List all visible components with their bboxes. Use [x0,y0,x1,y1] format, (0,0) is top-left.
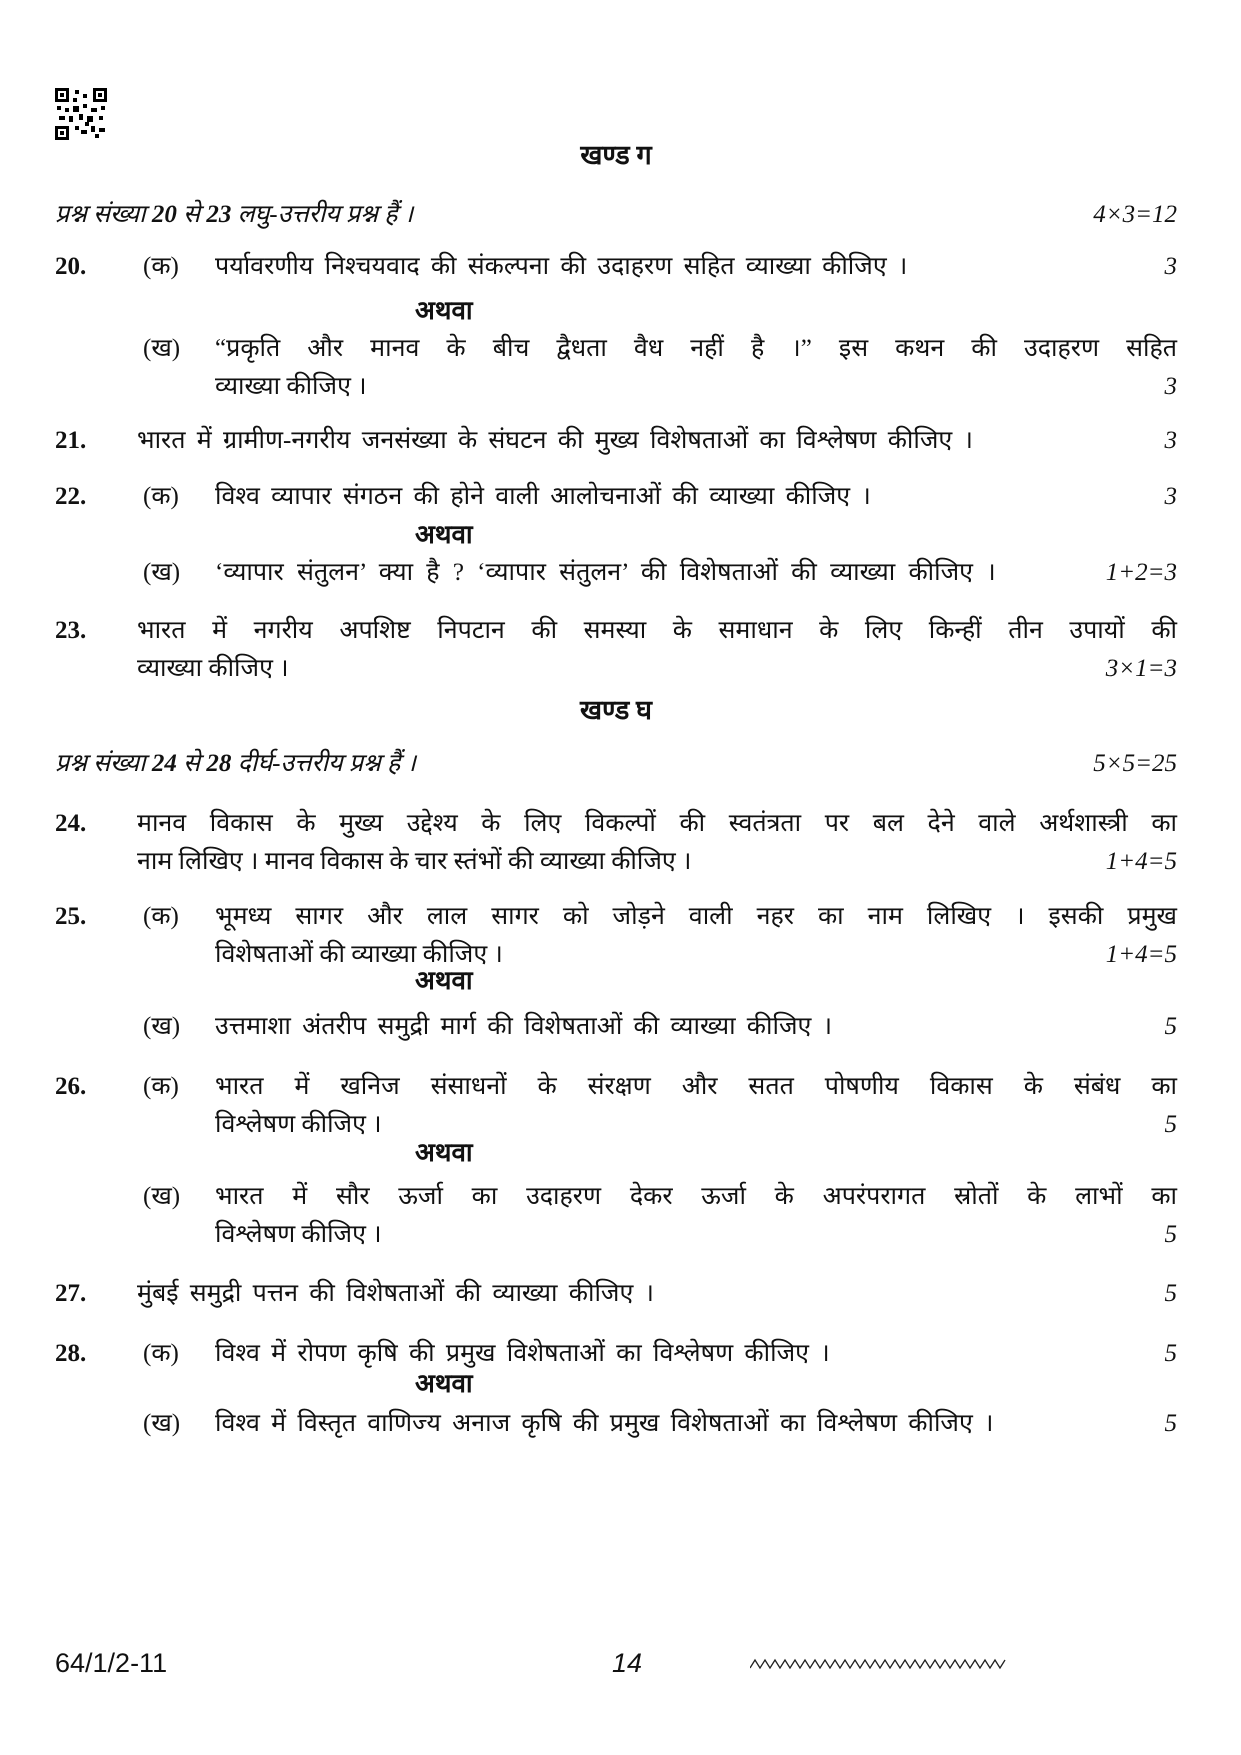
question-text-block [215,554,1177,592]
question-text: उत्तमाशा अंतरीप समुद्री मार्ग की विशेषताओं की व्याख्या कीजिए । [215,1013,833,1040]
question-text-block [215,1068,1177,1144]
option-label: (ख) [143,1410,181,1437]
or-separator: अथवा [415,1369,473,1398]
question-marks: 5 [1164,1340,1177,1367]
instruction-text [55,745,1093,783]
question-text-block [137,612,1177,688]
question-text-block [137,1275,1177,1313]
question-number: 28. [55,1340,87,1367]
question-text-block [215,1405,1177,1443]
instruction-to: 28 [206,750,232,777]
question-22b [55,554,1177,592]
instruction-post: दीर्घ-उत्तरीय प्रश्न हैं । [237,750,416,777]
or-separator: अथवा [415,966,473,995]
question-text-line1: “प्रकृति और मानव के बीच द्वैधता वैध नहीं है ।” इस कथन की उदाहरण सहित [215,335,1177,362]
question-marks: 5 [1164,1221,1177,1248]
question-28b [55,1405,1177,1443]
option-label: (क) [143,1073,179,1100]
question-marks: 5 [1164,1013,1177,1040]
question-number: 26. [55,1073,87,1100]
instruction-pre: प्रश्न संख्या [55,750,146,777]
question-text-line1: मानव विकास के मुख्य उद्देश्य के लिए विकल्पों की स्वतंत्रता पर बल देने वाले अर्थशास्त्री का [137,810,1177,837]
question-number: 21. [55,427,87,454]
question-marks: 5 [1164,1410,1177,1437]
question-text-line2: व्याख्या कीजिए । [137,655,289,682]
question-text-line2: विशेषताओं की व्याख्या कीजिए । [215,941,503,968]
option-label: (ख) [143,559,181,586]
question-marks: 1+4=5 [1105,848,1177,875]
or-separator: अथवा [415,520,473,549]
question-24 [55,805,1177,881]
question-number: 25. [55,903,87,930]
question-text: भारत में ग्रामीण-नगरीय जनसंख्या के संघटन की मुख्य विशेषताओं का विश्लेषण कीजिए । [137,427,973,454]
question-20b [55,330,1177,406]
or-separator: अथवा [415,1138,473,1167]
question-text: ‘व्यापार संतुलन’ क्या है ? ‘व्यापार संतुलन’ की विशेषताओं की व्याख्या कीजिए । [215,559,996,586]
question-text-block [215,478,1177,516]
instruction-mid: से [183,201,201,228]
question-21 [55,422,1177,460]
question-27 [55,1275,1177,1313]
question-23 [55,612,1177,688]
question-text-line1: भारत में खनिज संसाधनों के संरक्षण और सतत पोषणीय विकास के संबंध का [215,1073,1177,1100]
question-marks: 3 [1164,427,1177,454]
question-text-line2: विश्लेषण कीजिए । [215,1111,382,1138]
question-text: मुंबई समुद्री पत्तन की विशेषताओं की व्याख्या कीजिए । [137,1280,655,1307]
question-number: 24. [55,810,87,837]
question-text-block [215,898,1177,974]
question-number: 27. [55,1280,87,1307]
question-25b [55,1008,1177,1046]
question-text-line2: व्याख्या कीजिए । [215,373,367,400]
question-number: 20. [55,253,87,280]
question-text-line1: भूमध्य सागर और लाल सागर को जोड़ने वाली नहर का नाम लिखिए । इसकी प्रमुख [215,903,1177,930]
question-marks: 3 [1164,483,1177,510]
instruction-post: लघु-उत्तरीय प्रश्न हैं । [237,201,414,228]
instruction-to: 23 [206,201,232,228]
section-c-instruction [55,196,1177,234]
question-marks: 5 [1164,1111,1177,1138]
option-label: (क) [143,253,179,280]
question-marks: 3×1=3 [1105,655,1177,682]
qr-code [55,88,107,140]
question-28a [55,1335,1177,1373]
question-text-block [215,248,1177,286]
section-d-instruction [55,745,1177,783]
question-text-line1: भारत में नगरीय अपशिष्ट निपटान की समस्या के समाधान के लिए किन्हीं तीन उपायों की [137,617,1177,644]
question-text: विश्व में विस्तृत वाणिज्य अनाज कृषि की प्रमुख विशेषताओं का विश्लेषण कीजिए । [215,1410,994,1437]
option-label: (ख) [143,1013,181,1040]
question-text: पर्यावरणीय निश्चयवाद की संकल्पना की उदाहरण सहित व्याख्या कीजिए । [215,253,908,280]
question-text-line1: भारत में सौर ऊर्जा का उदाहरण देकर ऊर्जा के अपरंपरागत स्रोतों के लाभों का [215,1183,1177,1210]
question-marks: 3 [1164,253,1177,280]
paper-code: 64/1/2-11 [55,1648,168,1678]
instruction-pre: प्रश्न संख्या [55,201,146,228]
question-marks: 3 [1164,373,1177,400]
question-text: विश्व व्यापार संगठन की होने वाली आलोचनाओं की व्याख्या कीजिए । [215,483,871,510]
question-26b [55,1178,1177,1254]
option-label: (क) [143,903,179,930]
question-22a [55,478,1177,516]
question-number: 23. [55,617,87,644]
option-label: (ख) [143,335,181,362]
question-marks: 1+2=3 [1105,559,1177,586]
question-text-block [215,1008,1177,1046]
section-d-marks-total: 5×5=25 [1093,750,1177,777]
page-footer [55,1648,1177,1690]
page-number: 14 [612,1648,643,1678]
section-c-heading: खण्ड ग [580,140,652,170]
question-text-block [215,1178,1177,1254]
question-text: विश्व में रोपण कृषि की प्रमुख विशेषताओं का विश्लेषण कीजिए । [215,1340,830,1367]
question-text-block [137,805,1177,881]
instruction-text [55,196,1093,234]
question-text-block [215,1335,1177,1373]
instruction-mid: से [183,750,201,777]
section-c-marks-total: 4×3=12 [1093,201,1177,228]
instruction-from: 24 [151,750,177,777]
question-text-block [215,330,1177,406]
option-label: (ख) [143,1183,181,1210]
question-26a [55,1068,1177,1144]
question-text-line2: नाम लिखिए । मानव विकास के चार स्तंभों की व्याख्या कीजिए । [137,848,692,875]
question-marks: 5 [1164,1280,1177,1307]
question-text-line2: विश्लेषण कीजिए । [215,1221,382,1248]
option-label: (क) [143,1340,179,1367]
zigzag-line [750,1657,1006,1671]
question-marks: 1+4=5 [1105,941,1177,968]
question-25a [55,898,1177,974]
section-d-heading: खण्ड घ [579,695,653,725]
question-number: 22. [55,483,87,510]
or-separator: अथवा [415,296,473,325]
question-20a [55,248,1177,286]
question-text-block [137,422,1177,460]
instruction-from: 20 [151,201,177,228]
option-label: (क) [143,483,179,510]
